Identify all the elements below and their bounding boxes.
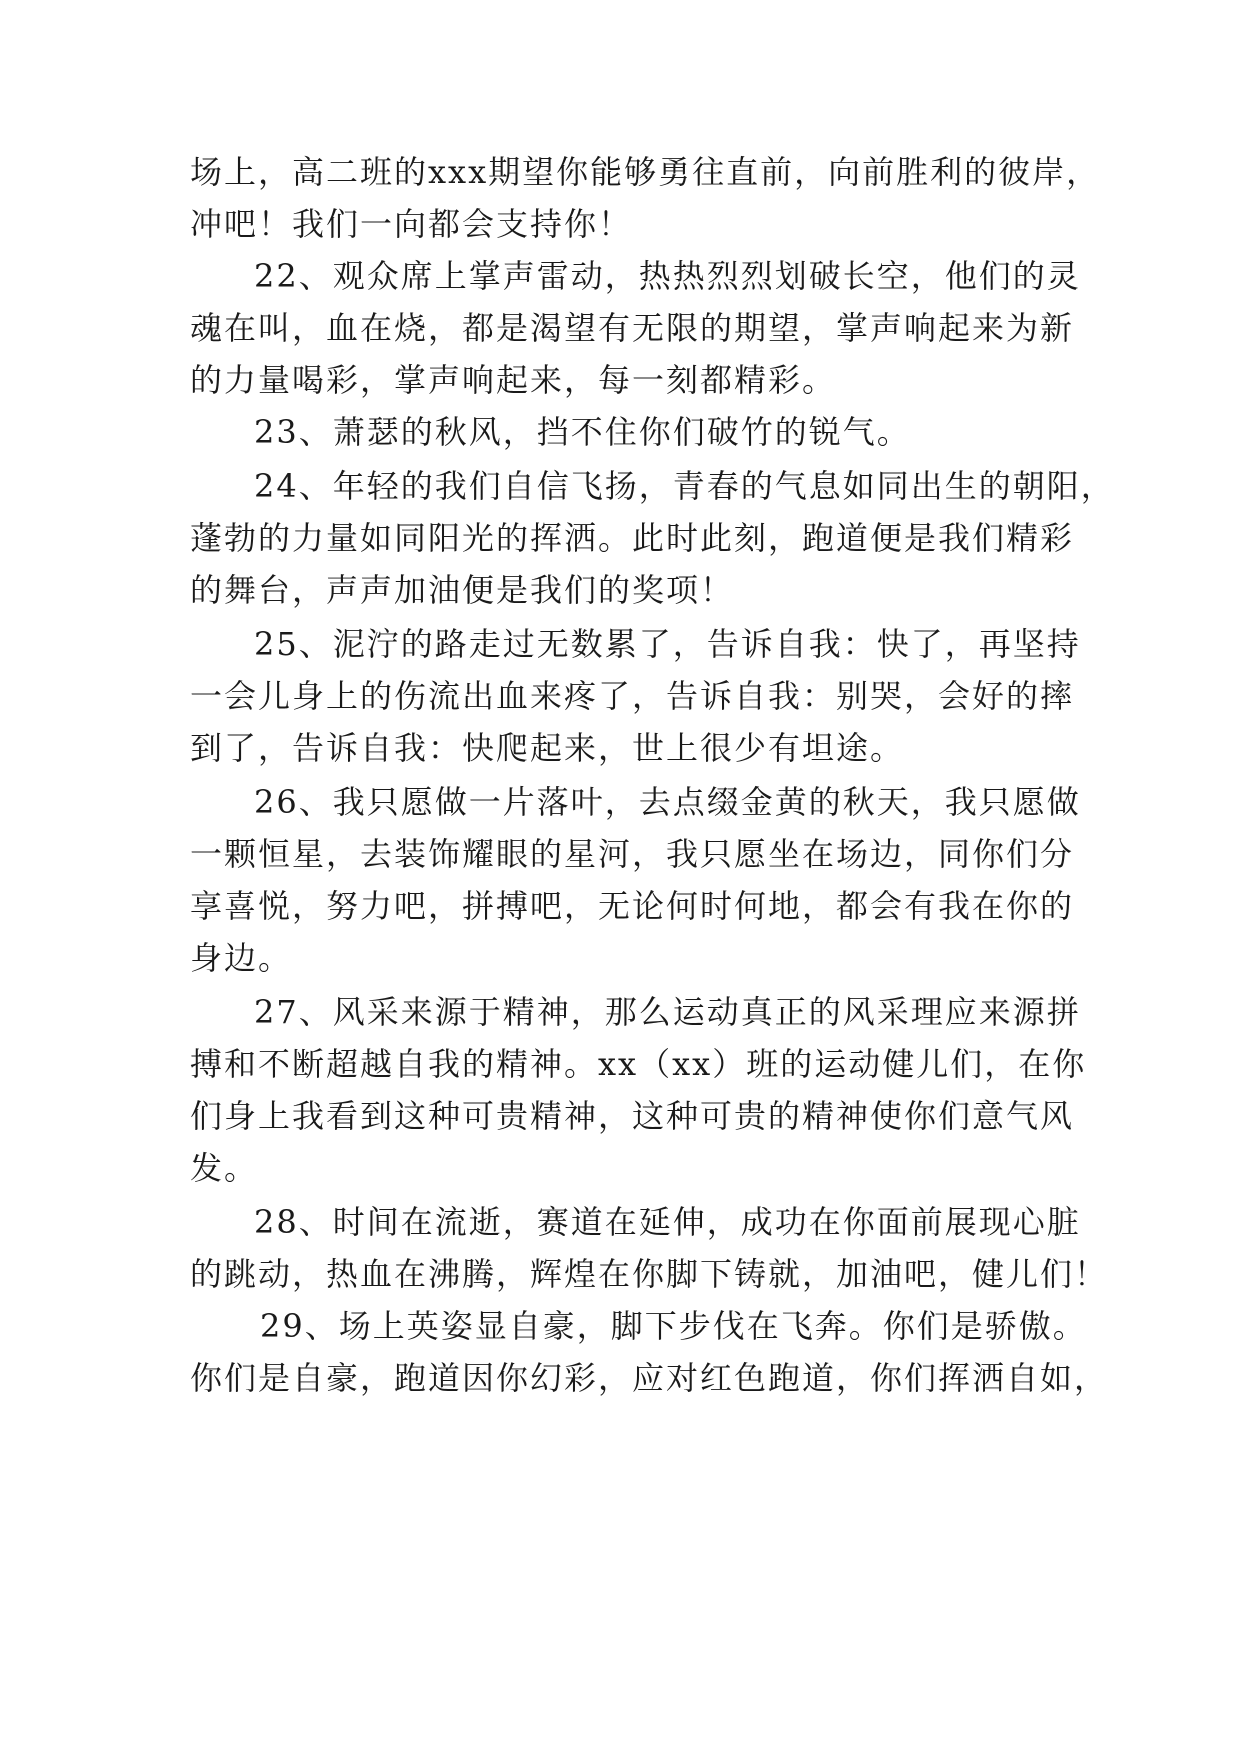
text-line: 的跳动，热血在沸腾，辉煌在你脚下铸就，加油吧，健儿们！ [190, 1255, 1109, 1293]
text-line: 的力量喝彩，掌声响起来，每一刻都精彩。 [190, 361, 837, 399]
text-line: 一会儿身上的伤流出血来疼了，告诉自我：别哭，会好的摔 [190, 677, 1075, 715]
text-line: 冲吧！我们一向都会支持你！ [190, 205, 633, 243]
text-line: 搏和不断超越自我的精神。xx（xx）班的运动健儿们，在你 [190, 1045, 1087, 1083]
paragraph-27-start: 27、风采来源于精神，那么运动真正的风采理应来源拼 [254, 993, 1081, 1031]
text-line: 们身上我看到这种可贵精神，这种可贵的精神使你们意气风 [190, 1097, 1075, 1135]
paragraph-22-start: 22、观众席上掌声雷动，热热烈烈划破长空，他们的灵 [254, 257, 1081, 295]
text-line: 到了，告诉自我：快爬起来，世上很少有坦途。 [190, 729, 905, 767]
text-line: 一颗恒星，去装饰耀眼的星河，我只愿坐在场边，同你们分 [190, 835, 1075, 873]
text-line: 身边。 [190, 939, 293, 977]
text-line: 享喜悦，努力吧，拼搏吧，无论何时何地，都会有我在你的 [190, 887, 1075, 925]
text-line: 的舞台，声声加油便是我们的奖项！ [190, 571, 735, 609]
paragraph-23-start: 23、萧瑟的秋风，挡不住你们破竹的锐气。 [254, 413, 911, 451]
text-line: 魂在叫，血在烧，都是渴望有无限的期望，掌声响起来为新 [190, 309, 1075, 347]
text-line: 蓬勃的力量如同阳光的挥洒。此时此刻，跑道便是我们精彩 [190, 519, 1075, 557]
paragraph-28-start: 28、时间在流逝，赛道在延伸，成功在你面前展现心脏 [254, 1203, 1081, 1241]
paragraph-25-start: 25、泥泞的路走过无数累了，告诉自我：快了，再坚持 [254, 625, 1081, 663]
paragraph-29-start: 29、场上英姿显自豪，脚下步伐在飞奔。你们是骄傲。 [260, 1307, 1087, 1345]
text-line: 你们是自豪，跑道因你幻彩，应对红色跑道，你们挥洒自如， [190, 1359, 1109, 1397]
text-line: 发。 [190, 1149, 259, 1187]
paragraph-24-start: 24、年轻的我们自信飞扬，青春的气息如同出生的朝阳， [254, 467, 1115, 505]
paragraph-26-start: 26、我只愿做一片落叶，去点缀金黄的秋天，我只愿做 [254, 783, 1081, 821]
text-line: 场上，高二班的xxx期望你能够勇往直前，向前胜利的彼岸， [190, 153, 1101, 191]
